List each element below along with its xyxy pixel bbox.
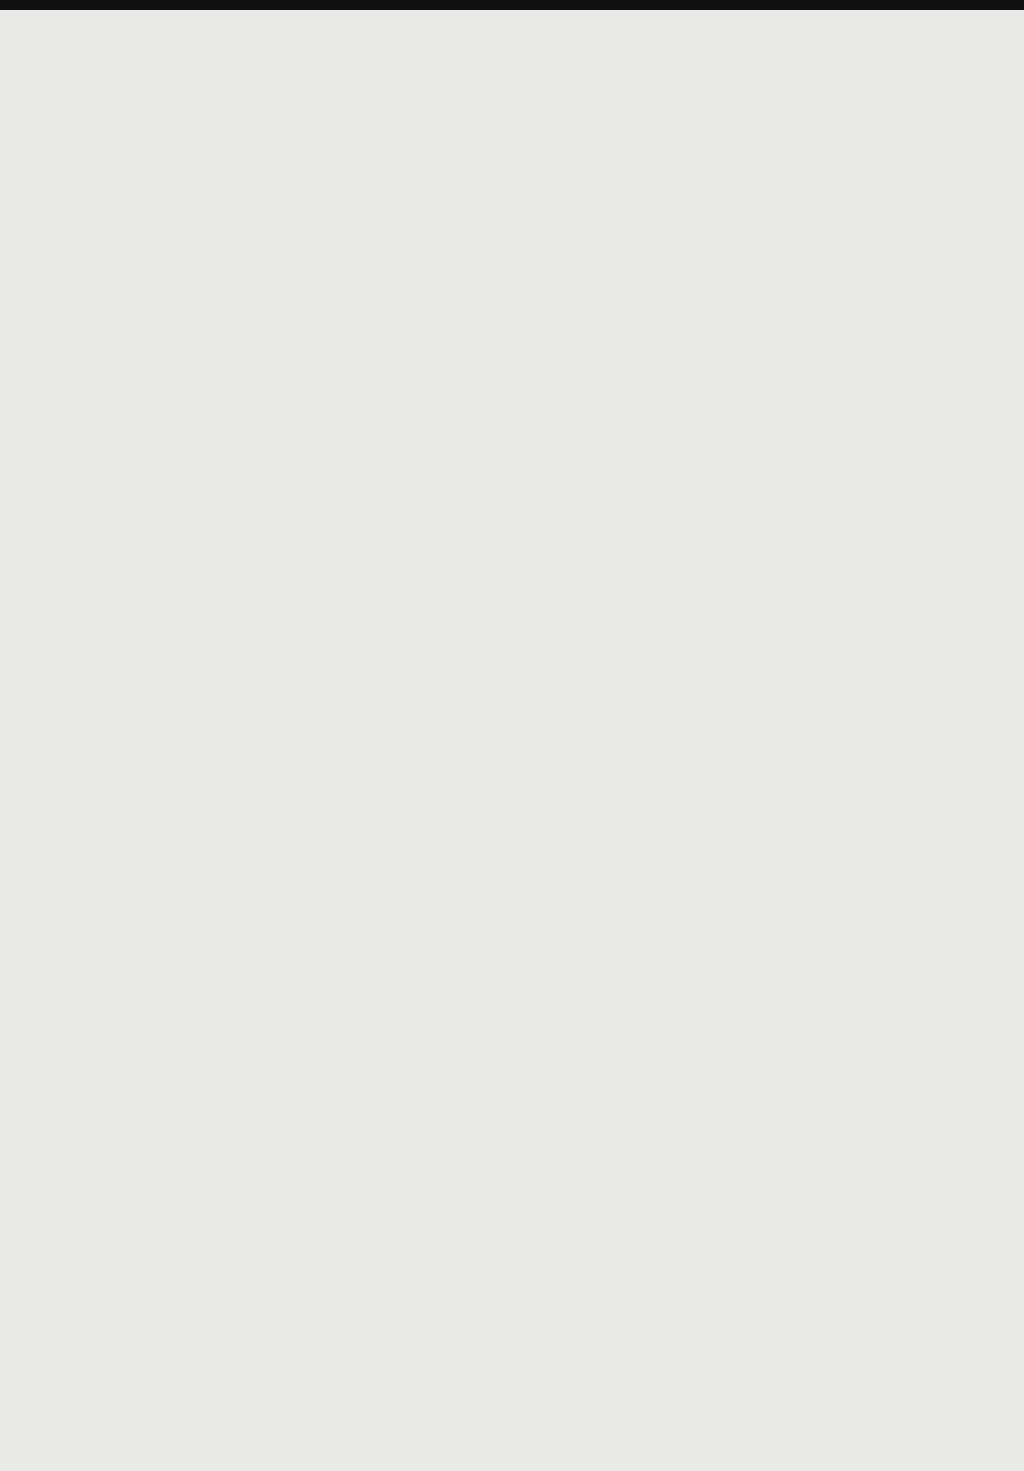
top-dark-strip bbox=[0, 0, 1024, 10]
